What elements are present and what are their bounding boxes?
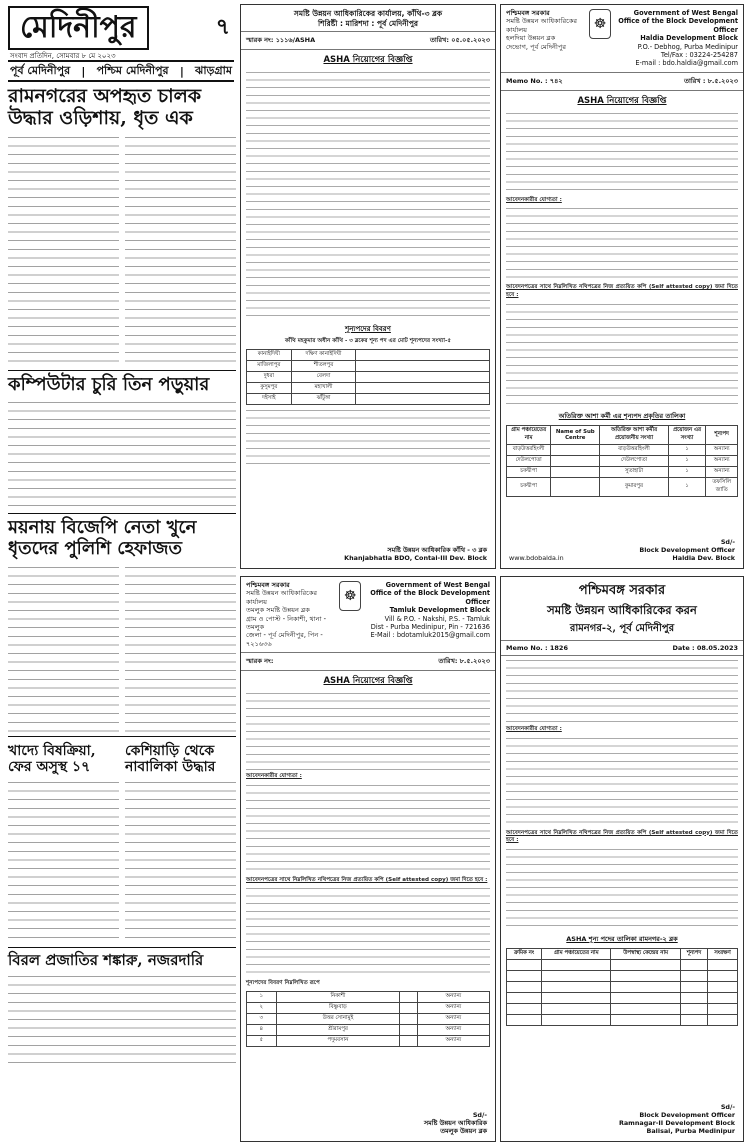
story-body	[8, 134, 119, 366]
documents-heading: আবেদনপত্রের সাথে নিম্নলিখিত নথিপত্রের নিজ প্রত্যয়িত কপি (Self attested copy) জমা দিতে হবে :	[246, 876, 488, 883]
notice-body	[246, 691, 490, 771]
documents-list	[246, 886, 490, 978]
story-body	[125, 134, 236, 366]
table-row: চকদ্বীপা কুমারপুর ১ তফসিলি জাতি	[507, 477, 738, 496]
documents-list	[506, 847, 738, 931]
signature-block: Sd/- সমষ্টি উন্নয়ন আধিকারিক তমলুক উন্নয়ন ব্লক	[423, 1111, 487, 1135]
notice-body	[506, 111, 738, 195]
table-row	[507, 992, 738, 1003]
table-title: কাঁথি মহকুমার অধীন কাঁথি - ৩ ব্লকের শূন্য পদ এর মোট শূন্যপদের সংখ্যা-৫	[284, 338, 451, 344]
news-story	[8, 518, 236, 731]
notice-title: ASHA নিয়োগের বিজ্ঞপ্তি	[577, 95, 667, 106]
section-paschim: পশ্চিম মেদিনীপুর	[96, 63, 169, 77]
story-headline: খাদ্যে বিষক্রিয়া, ফের অসুস্থ ১৭	[8, 742, 96, 775]
documents-heading: আবেদনপত্রের সাথে নিম্নলিখিত নথিপত্রের নিজ প্রত্যয়িত কপি (Self attested copy) জমা দিতে হবে :	[506, 284, 738, 299]
requirements-list	[506, 206, 738, 282]
story-headline: কেশিয়াড়ি থেকে নাবালিকা উদ্ধার	[125, 742, 216, 775]
vacancy-table	[246, 349, 490, 405]
vacancy-table: গ্রাম পঞ্চায়েতের নাম Name of Sub Centre অতিরিক্ত আশা কর্মীর প্রয়োজনীয় সংখ্যা প্রয়োজন এর সংখ্যা শূন্যপদ বাড়উত্তরহিংলী বাড়উত্তরহিংলী ১ অন্যান্য দেউলপোতা দেউলপোতা ১ অন্যান্য চকদ্বীপা সুতাহাটা ১ অন্যান্য চকদ্বীপা কুমারপুর ১ তফসিলি জাতি	[506, 425, 738, 497]
section-purba: পূর্ব মেদিনীপুর	[10, 63, 71, 77]
notice-body	[246, 70, 490, 320]
memo-date: Date : 08.05.2023	[672, 644, 738, 652]
table-row: কুসুমপুর মহাখালী	[247, 382, 490, 393]
memo-date: তারিখ: ৮.৫.২০২৩	[438, 657, 490, 666]
table-row: ২ বিষ্ণুবাড় অন্যান্য	[247, 1003, 490, 1014]
news-story	[8, 952, 236, 1069]
table-row: দুধরা বেলদা	[247, 371, 490, 382]
documents-heading: আবেদনপত্রের সাথে নিম্নলিখিত নথিপত্রের নিজ প্রত্যয়িত কপি (Self attested copy) জমা দিতে হবে :	[506, 829, 738, 844]
notice-office: সমষ্টি উন্নয়ন আধিকারিকের করন	[547, 603, 697, 617]
notice-title: ASHA নিয়োগের বিজ্ঞপ্তি	[323, 676, 413, 687]
divider	[8, 513, 236, 514]
story-headline: কম্পিউটার চুরি তিন পড়ুয়ার	[8, 373, 210, 395]
notice-footer-text	[246, 408, 490, 468]
table-heading: শূন্যপদের বিবরণ	[345, 325, 391, 333]
table-row: ১ নিকাশী অন্যান্য	[247, 992, 490, 1003]
story-body	[8, 399, 236, 509]
memo-number: Memo No. : 1826	[506, 644, 568, 652]
table-row: মাজিলাপুর শীতলপুর	[247, 360, 490, 371]
requirements-list	[506, 736, 738, 828]
state-emblem-icon: ☸	[339, 581, 361, 611]
table-row: কানাইদিঘী দক্ষিণ কানাইদিঘী	[247, 349, 490, 360]
story-body	[125, 779, 236, 943]
page-number: ৭	[215, 15, 230, 40]
vacancy-table	[246, 991, 490, 1047]
requirements-list	[246, 783, 490, 875]
news-story	[125, 741, 236, 943]
requirements-heading: আবেদনকারীর যোগ্যতা :	[506, 726, 562, 732]
masthead	[8, 6, 234, 58]
table-row: চকদ্বীপা সুতাহাটা ১ অন্যান্য	[507, 466, 738, 477]
memo-number: স্মারক নং: ১১১৬/ASHA	[246, 36, 316, 44]
header-english: Government of West Bengal Office of the Block Development Officer Haldia Development Block P.O.- Debhog, Purba Medinipur Tel/Fax : 03224-254287 E-mail : bdo.haldia@gmail.com	[618, 9, 738, 68]
table-heading: শূন্যপদের বিবরণ নিম্নলিখিত রূপে	[246, 980, 320, 987]
header-bengali: পশ্চিমবঙ্গ সরকার সমষ্টি উন্নয়ন আধিকারিকের কার্যালয় তমলুক সমষ্টি উন্নয়ন ব্লক গ্রাম ও পোস্ট - নিকাশী, থানা - তমলুক জেলা - পূর্ব মেদিনীপুর, পিন - ৭২১৬৩৬	[246, 581, 327, 648]
story-headline: বিরল প্রজাতির শঙ্কারু, নজরদারি	[8, 950, 204, 969]
requirements-heading: আবেদনকারীর যোগ্যতা :	[506, 196, 562, 203]
notice-government: পশ্চিমবঙ্গ সরকার	[578, 583, 666, 598]
table-row	[507, 970, 738, 981]
documents-list	[506, 302, 738, 408]
state-emblem-icon: ☸	[589, 9, 611, 39]
header-bengali: পশ্চিমবঙ্গ সরকার সমষ্টি উন্নয়ন আধিকারিকের কার্যালয় হলদিয়া উন্নয়ন ব্লক দেভোগ, পূর্ব মেদিনীপুর	[506, 9, 577, 51]
news-story	[8, 375, 236, 510]
notice-address: শিরিষ্টী : মারিশদা : পূর্ব মেদিনীপুর	[317, 19, 419, 28]
memo-number: স্মারক নং:	[246, 657, 274, 666]
story-headline: রামনগরের অপহৃত চালক উদ্ধার ওড়িশায়, ধৃত এক	[8, 85, 202, 129]
news-story	[8, 741, 119, 943]
asha-notice-ramnagar	[500, 576, 744, 1142]
story-body	[8, 564, 119, 732]
notice-address: রামনগর-২, পূর্ব মেদিনীপুর	[569, 623, 675, 634]
notice-body	[506, 658, 738, 724]
table-row: ৩ উত্তর সোনামুই অন্যান্য	[247, 1014, 490, 1025]
table-row	[507, 1003, 738, 1014]
divider	[8, 947, 236, 948]
signature-block: Sd/- Block Development Officer Ramnagar-II Development Block Balisai, Purba Medinipur	[618, 1103, 735, 1135]
table-row: বাড়উত্তরহিংলী বাড়উত্তরহিংলী ১ অন্যান্য	[507, 444, 738, 455]
table-row: ৫ পদুমবসান অন্যান্য	[247, 1036, 490, 1047]
table-row: দেউলপোতা দেউলপোতা ১ অন্যান্য	[507, 455, 738, 466]
divider	[8, 370, 236, 371]
table-heading: অতিরিক্ত আশা কর্মী এর শূন্যপদ প্রকৃতির তালিকা	[558, 411, 686, 420]
website-link[interactable]: www.bdobalda.in	[509, 554, 564, 562]
story-body	[125, 564, 236, 732]
header-english: Government of West Bengal Office of the Block Development Officer Tamluk Development Block Vill & P.O. - Nakshi, P.S. - Tamluk Dist - Purba Medinipur, Pin - 721636 E-Mail : bdotamluk2015@gmail.com	[370, 581, 490, 640]
section-bar: পূর্ব মেদিনীপুর | পশ্চিম মেদিনীপুর | ঝাড়গ্রাম	[8, 60, 234, 82]
memo-date: তারিখ : ৮.৫.২০২৩	[684, 76, 738, 85]
memo-number: Memo No. : ৭৪২	[506, 76, 563, 85]
asha-notice-tamluk	[240, 576, 496, 1142]
asha-notice-haldia	[500, 4, 744, 569]
notice-title: ASHA নিয়োগের বিজ্ঞপ্তি	[323, 55, 413, 65]
table-row: দইসাই ঝাঁটুঙ্গা	[247, 393, 490, 404]
signature-block: সমষ্টি উন্নয়ন আধিকারিক কাঁথি - ৩ ব্লক Khanjabhatla BDO, Contai-III Dev. Block	[344, 546, 487, 562]
divider	[8, 736, 236, 737]
story-body	[8, 973, 236, 1069]
table-row	[507, 959, 738, 970]
story-headline: ময়নায় বিজেপি নেতা খুনে ধৃতদের পুলিশি হেফাজত	[8, 517, 197, 560]
news-story	[8, 86, 236, 366]
table-row	[507, 981, 738, 992]
notice-office: সমষ্টি উন্নয়ন আধিকারিকের কার্যালয়, কাঁথি-৩ ব্লক	[293, 9, 443, 18]
memo-date: তারিখ: ০৫.০৫.২০২৩	[429, 36, 490, 44]
table-row: ৪ শ্রীরামপুর অন্যান্য	[247, 1025, 490, 1036]
table-heading: ASHA শূন্য পদের তালিকা রামনগর-২ ব্লক	[566, 934, 678, 943]
signature-block: Sd/- Block Development Officer Haldia Dev. Block	[639, 538, 735, 562]
asha-notice-contai	[240, 4, 496, 569]
news-column	[8, 84, 236, 1142]
edition-date: সংবাদ প্রতিদিন, সোমবার ৮ মে ২০২৩	[10, 52, 116, 60]
requirements-heading: আবেদনকারীর যোগ্যতা :	[246, 773, 302, 780]
newspaper-title: মেদিনীপুর	[8, 6, 149, 50]
table-row	[507, 1014, 738, 1025]
vacancy-table: ক্রমিক নং গ্রাম পঞ্চায়েতের নাম উপস্বাস্থ্য কেন্দ্রের নাম শূন্যপদ সংরক্ষণ	[506, 948, 738, 1026]
story-body	[8, 779, 119, 943]
section-jhargram: ঝাড়গ্রাম	[195, 63, 232, 77]
